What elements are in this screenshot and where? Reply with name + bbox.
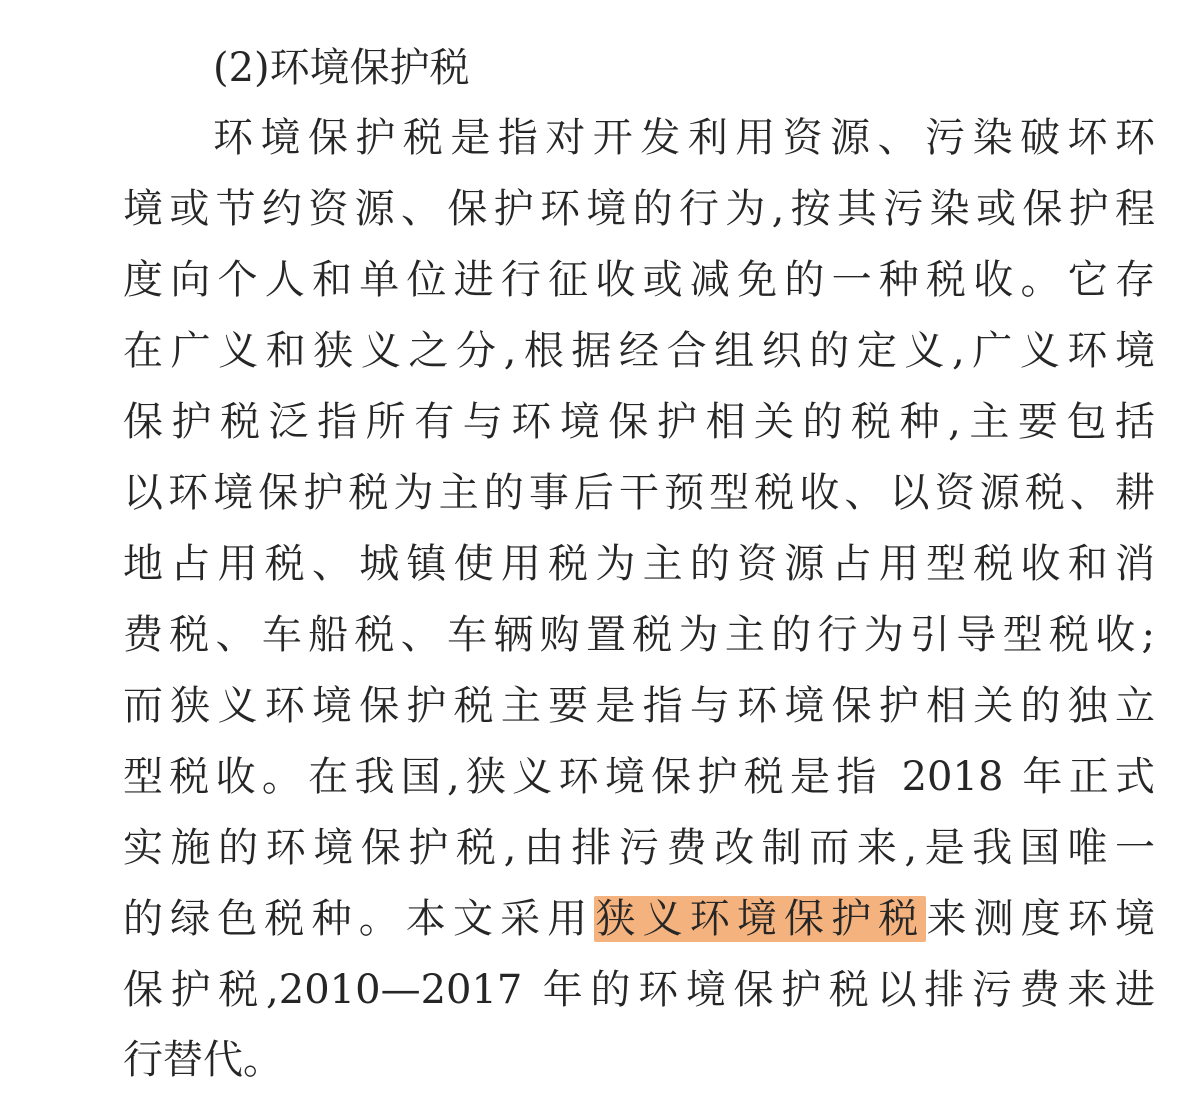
highlighted-text[interactable]: 狭义环境保护税 bbox=[595, 896, 926, 942]
paragraph-line: 在广义和狭义之分,根据经合组织的定义,广义环境 bbox=[123, 328, 1155, 374]
line-text-after-highlight: 来测度环境 bbox=[926, 896, 1156, 942]
paragraph-line: 度向个人和单位进行征收或减免的一种税收。它存 bbox=[123, 257, 1155, 303]
paragraph-line: 保护税泛指所有与环境保护相关的税种,主要包括 bbox=[123, 399, 1155, 445]
paragraph-line: 实施的环境保护税,由排污费改制而来,是我国唯一 bbox=[123, 825, 1155, 871]
paragraph-line-with-highlight bbox=[123, 887, 1155, 951]
paragraph-line: 地占用税、城镇使用税为主的资源占用型税收和消 bbox=[123, 541, 1155, 587]
paragraph-line: 境或节约资源、保护环境的行为,按其污染或保护程 bbox=[123, 186, 1155, 232]
paragraph-line: 以环境保护税为主的事后干预型税收、以资源税、耕 bbox=[123, 470, 1155, 516]
paragraph-line: 费税、车船税、车辆购置税为主的行为引导型税收; bbox=[123, 612, 1155, 658]
paragraph-line: 环境保护税是指对开发利用资源、污染破坏环 bbox=[213, 115, 1155, 161]
section-heading: (2)环境保护税 bbox=[213, 45, 470, 91]
line-text-before-highlight: 的绿色税种。本文采用 bbox=[123, 896, 595, 942]
paragraph-line: 型税收。在我国,狭义环境保护税是指 2018 年正式 bbox=[123, 754, 1155, 800]
paragraph-line: 而狭义环境保护税主要是指与环境保护相关的独立 bbox=[123, 683, 1155, 729]
paragraph-last-line: 行替代。 bbox=[123, 1037, 283, 1083]
paragraph-line: 保护税,2010—2017 年的环境保护税以排污费来进 bbox=[123, 967, 1155, 1013]
